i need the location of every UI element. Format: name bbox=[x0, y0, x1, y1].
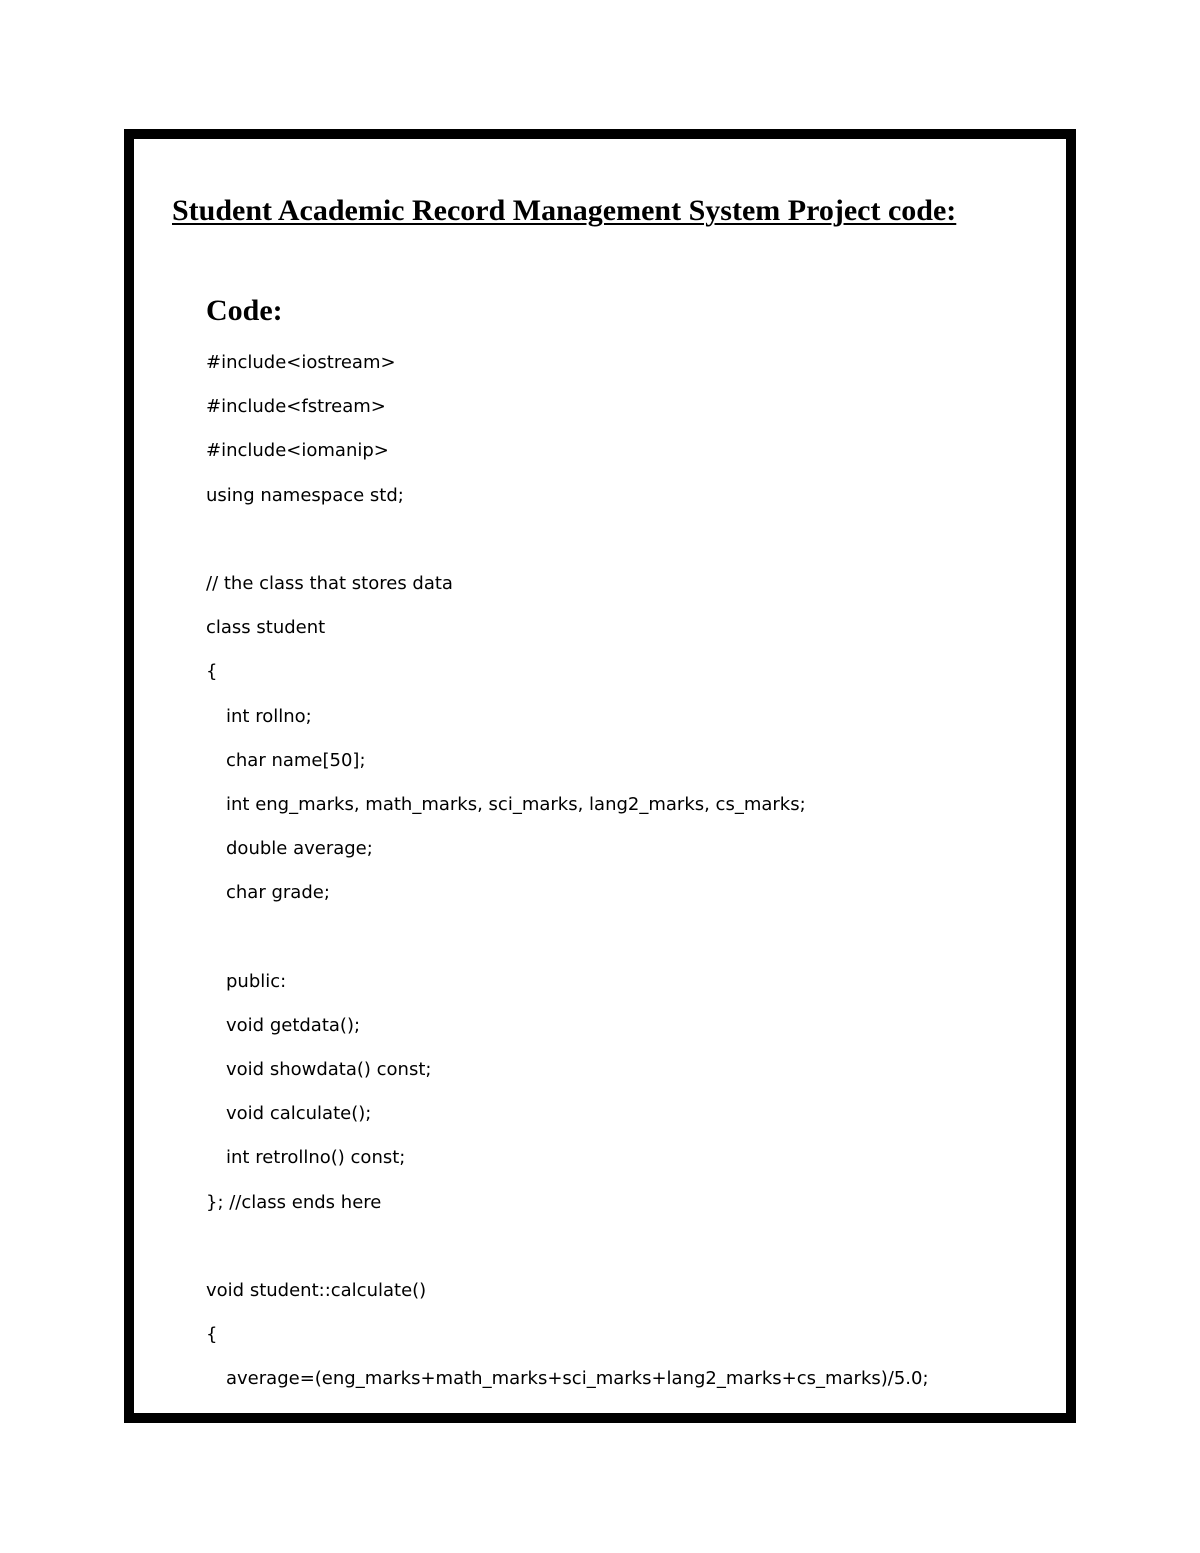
code-line: public: bbox=[226, 970, 287, 992]
code-line: #include<iostream> bbox=[206, 352, 396, 373]
code-line: int rollno; bbox=[226, 705, 312, 727]
code-blank-line bbox=[206, 923, 929, 967]
code-line: char name[50]; bbox=[226, 749, 366, 771]
code-line: double average; bbox=[226, 838, 373, 860]
code-line: char grade; bbox=[226, 882, 330, 904]
code-line: { bbox=[206, 1324, 218, 1346]
code-line: int eng_marks, math_marks, sci_marks, lang2_marks, cs_marks; bbox=[226, 793, 806, 815]
code-line: void getdata(); bbox=[226, 1014, 361, 1036]
code-line: void showdata() const; bbox=[226, 1059, 432, 1080]
code-blank-line bbox=[206, 526, 929, 570]
code-line: void student::calculate() bbox=[206, 1279, 427, 1301]
code-line: int retrollno() const; bbox=[226, 1147, 406, 1169]
code-heading: Code: bbox=[206, 294, 283, 327]
code-line: }; //class ends here bbox=[206, 1191, 382, 1213]
document-title: Student Academic Record Management System Project code: bbox=[172, 194, 957, 227]
code-line: { bbox=[206, 661, 218, 683]
code-line: #include<iomanip> bbox=[206, 440, 389, 462]
code-line: // the class that stores data bbox=[206, 572, 453, 594]
code-listing bbox=[206, 349, 929, 1410]
code-line: class student bbox=[206, 617, 326, 639]
code-line: void calculate(); bbox=[226, 1103, 372, 1125]
code-blank-line bbox=[206, 1233, 929, 1277]
code-line: using namespace std; bbox=[206, 484, 404, 506]
code-line: #include<fstream> bbox=[206, 396, 386, 418]
code-line: average=(eng_marks+math_marks+sci_marks+lang2_marks+cs_marks)/5.0; bbox=[226, 1368, 929, 1390]
